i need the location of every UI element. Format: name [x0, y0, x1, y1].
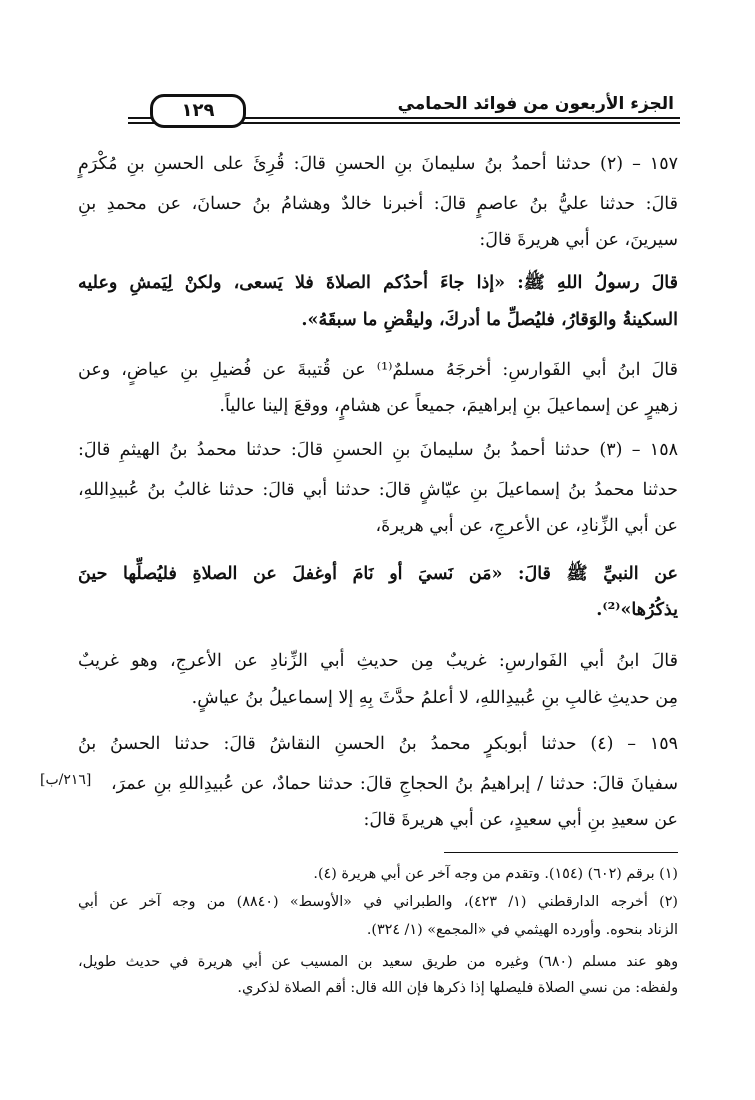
page-number: ١٢٩	[150, 94, 246, 128]
hadith-text-line: السكينةُ والوَقارُ، فليُصلِّ ما أدركَ، وليقْضِ ما سبقَهُ».	[301, 310, 678, 330]
text-line: ١٥٩ – (٤) حدثنا أبوبكرٍ محمدُ بنُ الحسنِ النقاشُ قالَ: حدثنا الحسنُ بنُ	[78, 734, 679, 754]
manuscript-folio-marker: [٢١٦/ب]	[40, 772, 92, 788]
running-header	[128, 90, 680, 130]
text-line: سفيانَ قالَ: حدثنا / إبراهيمُ بنُ الحجاجِ قالَ: حدثنا حمادٌ، عن عُبيدِاللهِ بنِ عمرَ،	[111, 774, 678, 794]
text-line: سيرينَ، عن أبي هريرةَ قالَ:	[479, 230, 678, 250]
text-line: قالَ: حدثنا عليُّ بنُ عاصمٍ قالَ: أخبرنا خالدٌ وهشامُ بنُ حسانَ، عن محمدِ بنِ	[78, 194, 678, 214]
hadith-text-line: يذكُرُها»⁽²⁾.	[596, 600, 678, 620]
text-line: حدثنا محمدُ بنُ إسماعيلَ بنِ عيّاشٍ قالَ: حدثنا أبي قالَ: حدثنا غالبُ بنُ عُبيدِاللهِ،	[78, 480, 678, 500]
hadith-text-line: عن النبيِّ ﷺ قالَ: «مَن نَسيَ أو نَامَ أوغفلَ عن الصلاةِ فليُصلِّها حينَ	[78, 564, 678, 584]
footnote: (١) برقم (٦٠٢) (١٥٤). وتقدم من وجه آخر عن أبي هريرة (٤).	[313, 866, 678, 882]
footnote: ولفظه: من نسي الصلاة فليصلها إذا ذكرها فإن الله قال: أقم الصلاة لذكري.	[237, 980, 678, 996]
text-line: قالَ ابنُ أبي الفَوارسِ: غريبٌ مِن حديثِ أبي الزِّنادِ عن الأعرجِ، وهو غريبٌ	[78, 651, 678, 671]
hadith-text-line: قالَ رسولُ اللهِ ﷺ: «إذا جاءَ أحدُكم الصلاةَ فلا يَسعى، ولكنْ لِيَمشِ وعليه	[78, 273, 678, 293]
text-line: مِن حديثِ غالبِ بنِ عُبيدِاللهِ، لا أعلمُ حدَّثَ بِهِ إلا إسماعيلُ بنُ عياشٍ.	[191, 688, 678, 708]
footnote-separator	[444, 852, 678, 853]
text-line: قالَ ابنُ أبي الفَوارسِ: أخرجَهُ مسلمٌ⁽¹⁾ عن قُتيبةَ عن فُضيلِ بنِ عياضٍ، وعن	[78, 360, 678, 380]
text-line: عن سعيدِ بنِ أبي سعيدٍ، عن أبي هريرةَ قالَ:	[363, 810, 678, 830]
footnote: وهو عند مسلم (٦٨٠) وغيره من طريق سعيد بن المسيب عن أبي هريرة في حديث طويل،	[78, 954, 678, 970]
text-line: زهيرٍ عن إسماعيلَ بنِ إبراهيمَ، جميعاً عن هشامٍ، ووقعَ إلينا عالياً.	[219, 396, 678, 416]
footnote: الزناد بنحوه. وأورده الهيثمي في «المجمع» (١/ ٣٢٤).	[366, 922, 678, 938]
text-line: ١٥٧ – (٢) حدثنا أحمدُ بنُ سليمانَ بنِ الحسنِ قالَ: قُرِئَ على الحسنِ بنِ مُكْرَمٍ	[78, 154, 678, 174]
text-line: ١٥٨ – (٣) حدثنا أحمدُ بنُ سليمانَ بنِ الحسنِ قالَ: حدثنا محمدُ بنُ الهيثمِ قالَ:	[78, 440, 678, 460]
footnote: (٢) أخرجه الدارقطني (١/ ٤٢٣)، والطبراني في «الأوسط» (٨٨٤٠) من وجه آخر عن أبي	[78, 894, 678, 910]
header-title: الجزء الأربعون من فوائد الحمامي	[397, 94, 674, 114]
text-line: عن أبي الزِّنادِ، عن الأعرجِ، عن أبي هريرةَ،	[375, 516, 678, 536]
